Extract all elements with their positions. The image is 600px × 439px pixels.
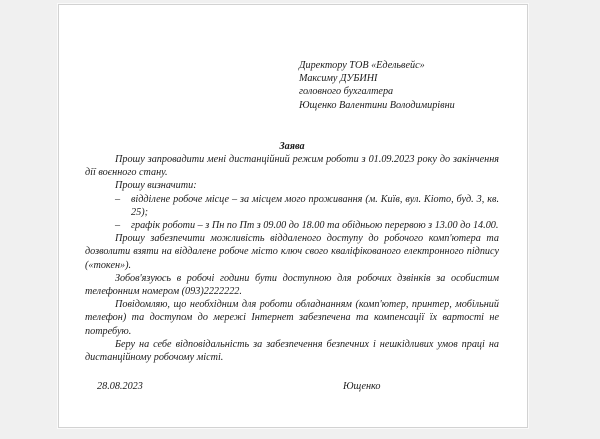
bullet-dash-icon: –: [115, 220, 121, 232]
bullet-dash-icon: –: [115, 193, 121, 205]
paragraph-request-remote-work: Прошу запровадити мені дистанційний режим роботи з 01.09.2023 року до закінчення дії воєнного стану.: [85, 154, 499, 179]
paragraph-safety-responsibility: Беру на себе відповідальність за забезпечення безпечних і нешкідливих умов праці на дистанційному робочому місті.: [85, 338, 499, 364]
list-item: [85, 193, 499, 219]
list-item-label: відділене робоче місце – за місцем мого проживання (м. Київ, вул. Кіото, буд. 3, кв. 25);: [131, 193, 499, 218]
addressee-block: [299, 59, 499, 112]
document-date: 28.08.2023: [97, 381, 143, 393]
paragraph-phone-availability: Зобов'язуюсь в робочі години бути доступною для робочих дзвінків за особистим телефонним номером (093)2222222.: [85, 272, 499, 298]
paragraph-define-intro: Прошу визначити:: [115, 180, 197, 192]
addressee-line-3: головного бухгалтера: [299, 86, 394, 98]
list-item: [85, 219, 499, 232]
signature-name: Ющенко: [343, 381, 381, 393]
document-body: [59, 5, 527, 427]
signature-row: [85, 380, 499, 393]
paragraph-equipment: Повідомляю, що необхідним для роботи обладнанням (комп'ютер, принтер, мобільний телефон) та доступом до мережі Інтернет забезпечена та компенсації їх вартості не потребую.: [85, 299, 499, 337]
addressee-line-1: Директору ТОВ «Едельвейс»: [299, 60, 425, 71]
document-page: [58, 4, 528, 428]
addressee-line-4: Ющенко Валентини Володимирівни: [299, 99, 455, 111]
document-title: Заява: [279, 140, 305, 152]
list-item-label: графік роботи – з Пн по Пт з 09.00 до 18.00 та обідньою перервою з 13.00 до 14.00.: [131, 220, 499, 232]
paragraph-remote-access: Прошу забезпечити можливість віддаленого доступу до робочого комп'ютера та дозволити взяти на віддалене робоче місто ключ свого кваліфікованого електронного підпису («токен»).: [85, 233, 499, 271]
addressee-line-2: Максиму ДУБИНІ: [299, 73, 378, 85]
conditions-list: [85, 193, 499, 233]
